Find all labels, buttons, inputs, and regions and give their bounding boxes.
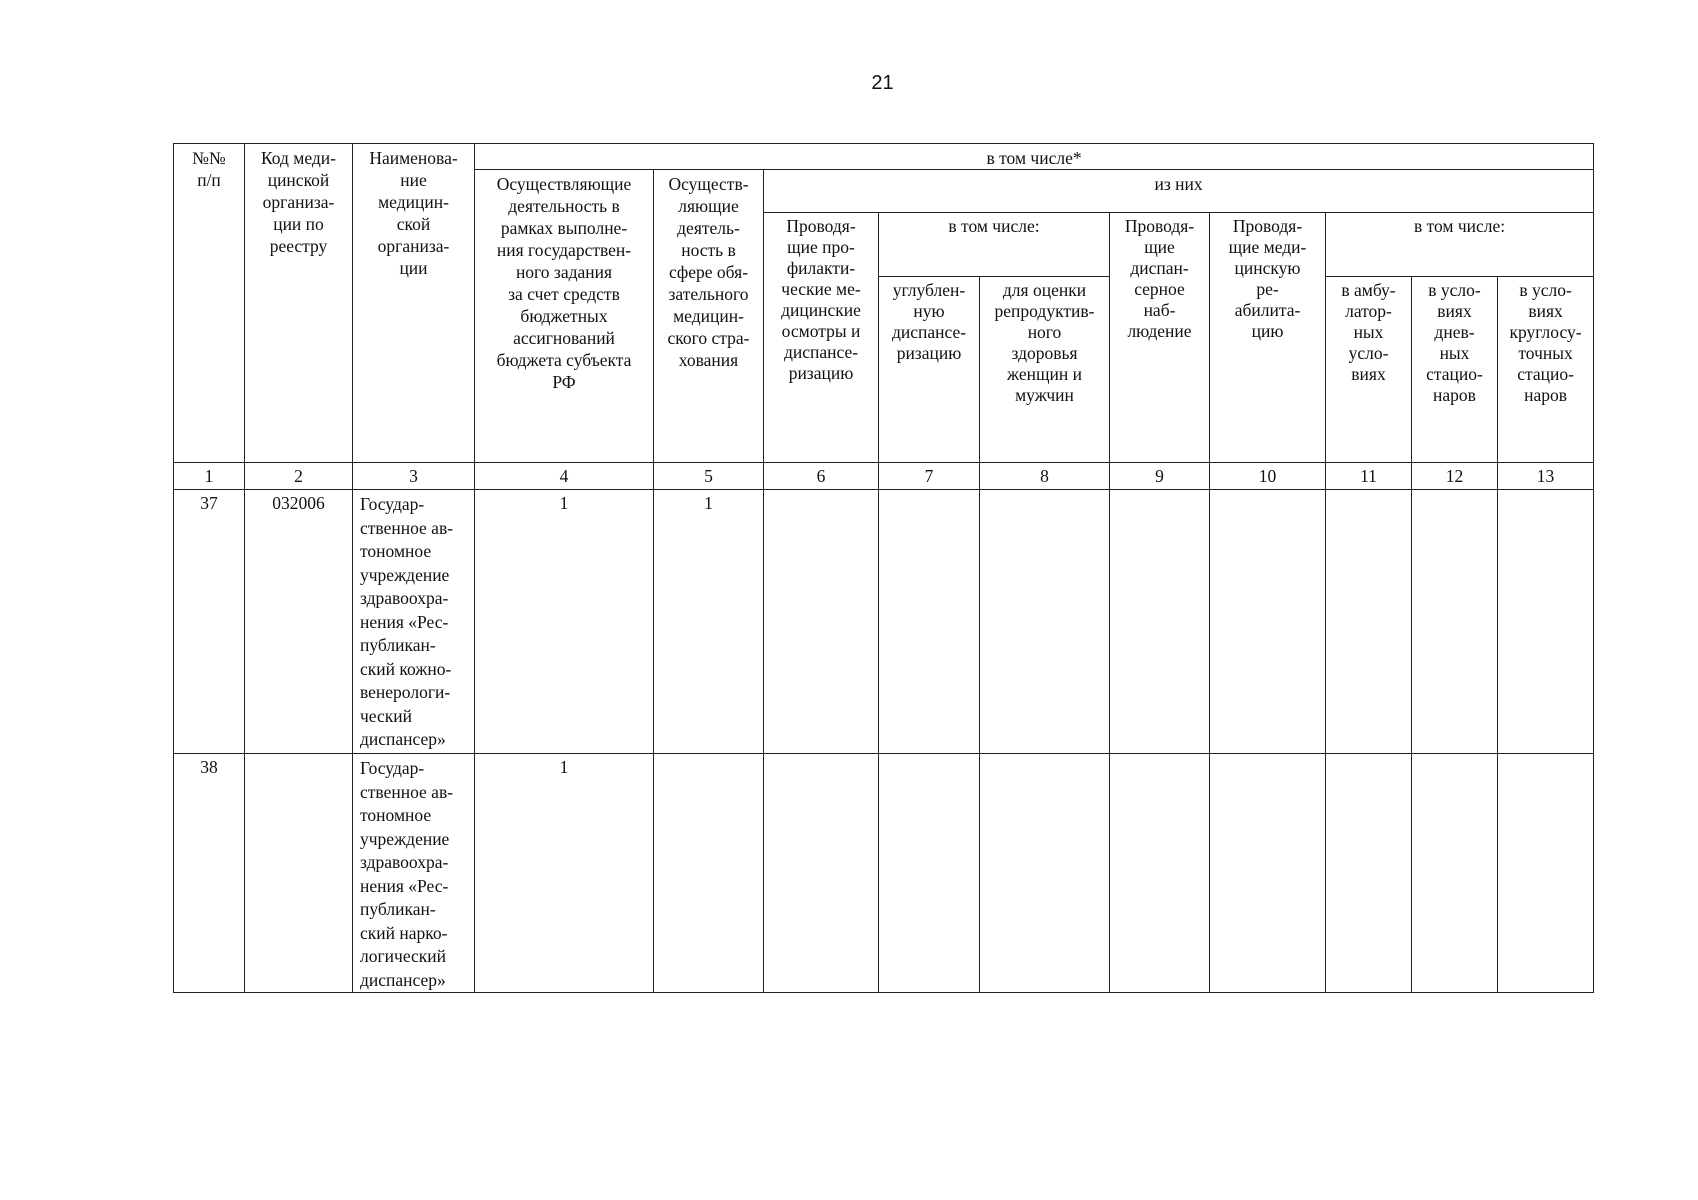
row-empty-cell (879, 490, 980, 754)
row-state-assignment: 1 (475, 754, 654, 993)
header-of-them: из них (764, 170, 1594, 213)
page-number: 21 (871, 72, 894, 94)
column-number: 8 (980, 463, 1110, 490)
header-col-name: Наименова- ние медицин- ской организа- ции (353, 144, 475, 463)
table-row (174, 490, 1594, 754)
header-col-number: №№ п/п (174, 144, 245, 463)
row-empty-cell (1412, 490, 1498, 754)
header-including-star: в том числе* (475, 144, 1594, 170)
row-organization-name: Государ- ственное ав- тономное учреждение здравоохра- нения «Рес- публикан- ский кожно- венерологи- ческий диспансер» (353, 490, 475, 754)
column-number: 9 (1110, 463, 1210, 490)
column-number: 7 (879, 463, 980, 490)
row-oms (654, 754, 764, 993)
header-col-dispensary-observation: Проводя- щие диспан- серное наб- людение (1110, 213, 1210, 463)
row-empty-cell (1326, 490, 1412, 754)
column-number: 1 (174, 463, 245, 490)
row-code (245, 754, 353, 993)
header-col-state-assignment: Осуществляющие деятельность в рамках выполне- ния государствен- ного задания за счет средств бюджетных ассигнований бюджета субъекта РФ (475, 170, 654, 463)
row-empty-cell (980, 490, 1110, 754)
row-empty-cell (1110, 490, 1210, 754)
header-col-code: Код меди- цинской организа- ции по реестру (245, 144, 353, 463)
column-number: 11 (1326, 463, 1412, 490)
row-number: 37 (174, 490, 245, 754)
header-col-rehabilitation: Проводя- щие меди- цинскую ре- абилита- цию (1210, 213, 1326, 463)
column-numbers-row (174, 463, 1594, 490)
header-including-b: в том числе: (1326, 213, 1594, 277)
row-empty-cell (1498, 490, 1594, 754)
row-empty-cell (1110, 754, 1210, 993)
header-col-reproductive-health: для оценки репродуктив- ного здоровья женщин и мужчин (980, 277, 1110, 463)
header-col-oms: Осуществ- ляющие деятель- ность в сфере обя- зательного медицин- ского стра- хования (654, 170, 764, 463)
header-col-round-the-clock: в усло- виях круглосу- точных стацио- наров (1498, 277, 1594, 463)
row-empty-cell (1210, 490, 1326, 754)
row-empty-cell (879, 754, 980, 993)
row-empty-cell (764, 754, 879, 993)
row-empty-cell (1326, 754, 1412, 993)
column-number: 5 (654, 463, 764, 490)
header-col-preventive-exams: Проводя- щие про- филакти- ческие ме- дицинские осмотры и диспансе- ризацию (764, 213, 879, 463)
header-including-a: в том числе: (879, 213, 1110, 277)
column-number: 13 (1498, 463, 1594, 490)
column-number: 3 (353, 463, 475, 490)
header-col-outpatient: в амбу- латор- ных усло- виях (1326, 277, 1412, 463)
row-empty-cell (1210, 754, 1326, 993)
row-state-assignment: 1 (475, 490, 654, 754)
row-empty-cell (1498, 754, 1594, 993)
medical-organizations-table (173, 143, 1594, 993)
row-organization-name: Государ- ственное ав- тономное учреждение здравоохра- нения «Рес- публикан- ский нарко- логический диспансер» (353, 754, 475, 993)
column-number: 2 (245, 463, 353, 490)
column-number: 10 (1210, 463, 1326, 490)
row-oms: 1 (654, 490, 764, 754)
column-number: 12 (1412, 463, 1498, 490)
header-col-day-hospital: в усло- виях днев- ных стацио- наров (1412, 277, 1498, 463)
header-col-in-depth-dispensary: углублен- ную диспансе- ризацию (879, 277, 980, 463)
column-number: 6 (764, 463, 879, 490)
row-empty-cell (764, 490, 879, 754)
row-code: 032006 (245, 490, 353, 754)
row-number: 38 (174, 754, 245, 993)
column-number: 4 (475, 463, 654, 490)
row-empty-cell (980, 754, 1110, 993)
table-row (174, 754, 1594, 993)
row-empty-cell (1412, 754, 1498, 993)
